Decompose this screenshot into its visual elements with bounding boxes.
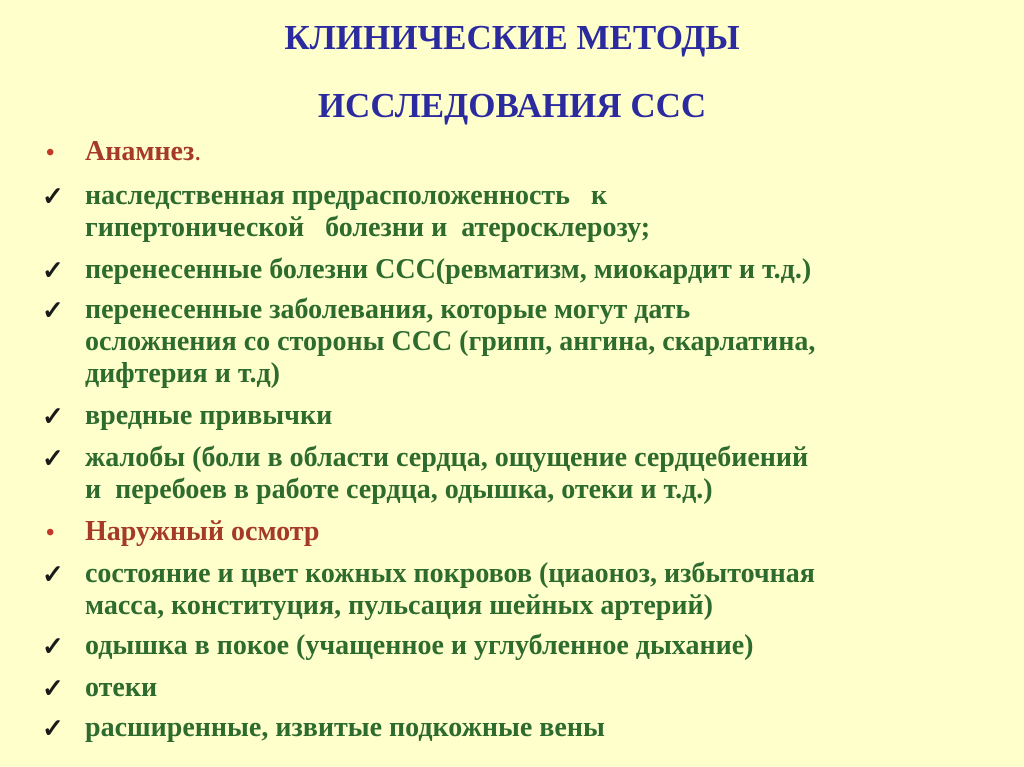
page-title-line-2: ИССЛЕДОВАНИЯ ССС: [317, 86, 707, 125]
list-item-text: отеки: [85, 672, 158, 703]
list-item-text: расширенные, извитые подкожные вены: [85, 712, 605, 743]
page-title-line-1: КЛИНИЧЕСКИЕ МЕТОДЫ: [284, 18, 740, 57]
list-item-text: вредные привычки: [85, 400, 333, 431]
list-item-text: наследственная предрасположенность к гипертонической болезни и атеросклерозу;: [85, 180, 651, 243]
checkmark-icon: ✓: [42, 674, 64, 703]
checkmark-icon: ✓: [42, 256, 64, 285]
checkmark-icon: ✓: [42, 296, 64, 325]
list-item-text: одышка в покое (учащенное и углубленное дыхание): [85, 630, 754, 661]
bullet-icon: •: [46, 140, 55, 166]
list-item-text: перенесенные болезни ССС(ревматизм, миокардит и т.д.): [85, 254, 812, 285]
checkmark-icon: ✓: [42, 632, 64, 661]
checkmark-icon: ✓: [42, 714, 64, 743]
section-heading-text: Наружный осмотр: [85, 516, 320, 547]
section-heading-text: Анамнез.: [85, 136, 202, 167]
checkmark-icon: ✓: [42, 560, 64, 589]
list-item-text: жалобы (боли в области сердца, ощущение сердцебиений и перебоев в работе сердца, одышка, отеки и т.д.): [85, 442, 809, 505]
bullet-icon: •: [46, 520, 55, 546]
checkmark-icon: ✓: [42, 402, 64, 431]
checkmark-icon: ✓: [42, 182, 64, 211]
heading-suffix: .: [194, 136, 202, 167]
checkmark-icon: ✓: [42, 444, 64, 473]
list-item-text: состояние и цвет кожных покровов (циаоноз, избыточная масса, конституция, пульсация шейных артерий): [85, 558, 815, 621]
list-item-text: перенесенные заболевания, которые могут дать осложнения со стороны ССС (грипп, ангина, скарлатина, дифтерия и т.д): [85, 294, 816, 389]
